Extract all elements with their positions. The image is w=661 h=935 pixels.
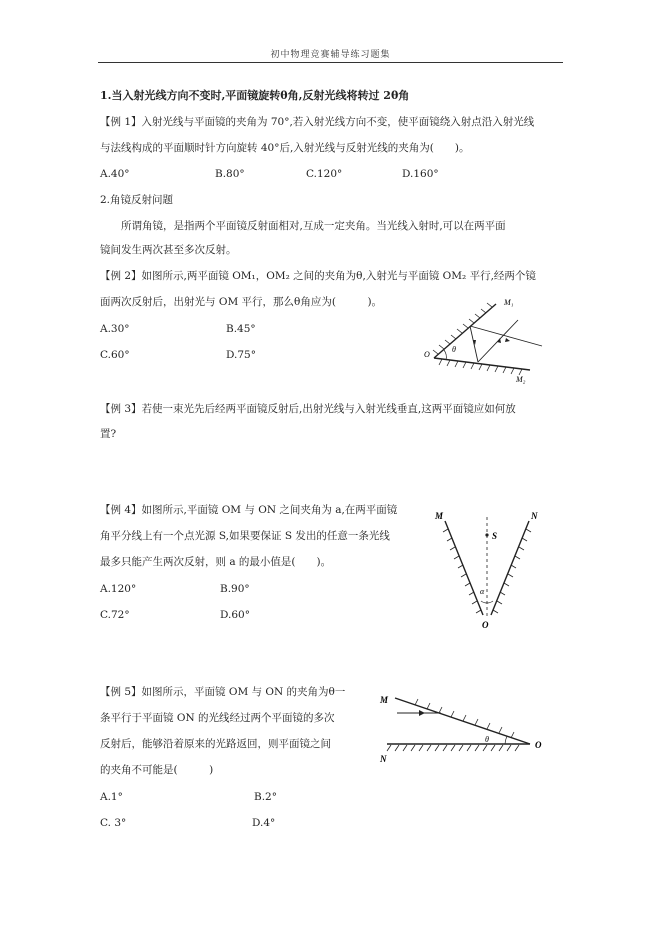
ex4-line-1: 【例 4】如图所示,平面镜 OM 与 ON 之间夹角为 a,在两平面镜 xyxy=(100,504,398,516)
ex2-line-2: 面两次反射后，出射光与 OM 平行，那么θ角应为( )。 xyxy=(100,296,383,308)
ex5-label-m: M xyxy=(380,695,389,705)
ex4-label-n: N xyxy=(531,511,538,521)
ex5-label-o: O xyxy=(535,740,542,750)
ex3-line-1: 【例 3】若使一束光先后经两平面镜反射后,出射光线与入射光线垂直,这两平面镜应如何放 xyxy=(100,403,516,415)
ex1-option-b: B.80° xyxy=(215,168,245,180)
ex2-option-c: C.60° xyxy=(100,349,130,361)
ex4-line-3: 最多只能产生两次反射，则 a 的最小值是( )。 xyxy=(100,556,332,568)
ex4-option-b: B.90° xyxy=(220,583,250,595)
ex5-line-4: 的夹角不可能是( ) xyxy=(100,764,214,776)
ex5-line-2: 条平行于平面镜 ON 的光线经过两个平面镜的多次 xyxy=(100,712,335,724)
ex2-label-m1: M₁ xyxy=(504,298,514,307)
ex5-label-theta: θ xyxy=(485,735,489,744)
ex4-label-o: O xyxy=(482,620,489,630)
ex4-figure-v-mirrors xyxy=(425,505,550,635)
ex1-option-c: C.120° xyxy=(306,168,343,180)
ex1-line-2: 与法线构成的平面顺时针方向旋转 40°后,入射光线与反射光线的夹角为( )。 xyxy=(100,142,470,154)
ex2-option-a: A.30° xyxy=(100,323,130,335)
section-1-title: 1.当入射光线方向不变时,平面镜旋转θ角,反射光线将转过 2θ角 xyxy=(100,89,410,102)
ex2-option-d: D.75° xyxy=(226,349,256,361)
ex5-line-3: 反射后，能够沿着原来的光路返回，则平面镜之间 xyxy=(100,738,331,750)
ex2-line-1: 【例 2】如图所示,两平面镜 OM₁，OM₂ 之间的夹角为θ,入射光与平面镜 OM₂ 平行,经两个镜 xyxy=(100,270,536,282)
ex4-option-d: D.60° xyxy=(220,609,250,621)
ex5-label-n: N xyxy=(380,754,387,764)
ex4-label-m: M xyxy=(435,511,444,521)
ex4-label-s: S xyxy=(492,531,498,541)
ex4-option-c: C.72° xyxy=(100,609,130,621)
ex1-option-d: D.160° xyxy=(402,168,439,180)
ex1-line-1: 【例 1】入射光线与平面镜的夹角为 70°,若入射光线方向不变，使平面镜绕入射点沿入射光线 xyxy=(100,116,535,128)
ex1-option-a: A.40° xyxy=(100,168,130,180)
ex4-line-2: 角平分线上有一个点光源 S,如果要保证 S 发出的任意一条光线 xyxy=(100,530,390,542)
ex4-option-a: A.120° xyxy=(100,583,137,595)
ex5-figure-small-angle-mirrors xyxy=(375,688,550,768)
ex2-label-m2: M₂ xyxy=(516,375,526,384)
page-header: 初中物理竞赛辅导练习题集 xyxy=(270,50,391,60)
section-2-title: 2.角镜反射问题 xyxy=(100,194,174,206)
ex4-label-alpha: α xyxy=(480,587,485,596)
ex2-label-theta: θ xyxy=(452,345,456,354)
ex3-line-2: 置? xyxy=(100,428,117,440)
ex2-option-b: B.45° xyxy=(226,323,256,335)
ex5-option-b: B.2° xyxy=(254,791,277,803)
ex5-option-a: A.1° xyxy=(100,791,123,803)
ex5-option-d: D.4° xyxy=(252,817,276,829)
ex2-figure-corner-mirrors xyxy=(420,290,550,385)
ex5-option-c: C. 3° xyxy=(100,817,127,829)
section-2-para-line-2: 镜间发生两次甚至多次反射。 xyxy=(100,244,237,256)
ex2-label-o: O xyxy=(424,350,430,359)
header-rule xyxy=(98,62,563,63)
ex5-line-1: 【例 5】如图所示，平面镜 OM 与 ON 的夹角为θ一 xyxy=(100,686,346,698)
section-2-para-line-1: 所谓角镜，是指两个平面镜反射面相对,互成一定夹角。当光线入射时,可以在两平面 xyxy=(121,220,506,232)
